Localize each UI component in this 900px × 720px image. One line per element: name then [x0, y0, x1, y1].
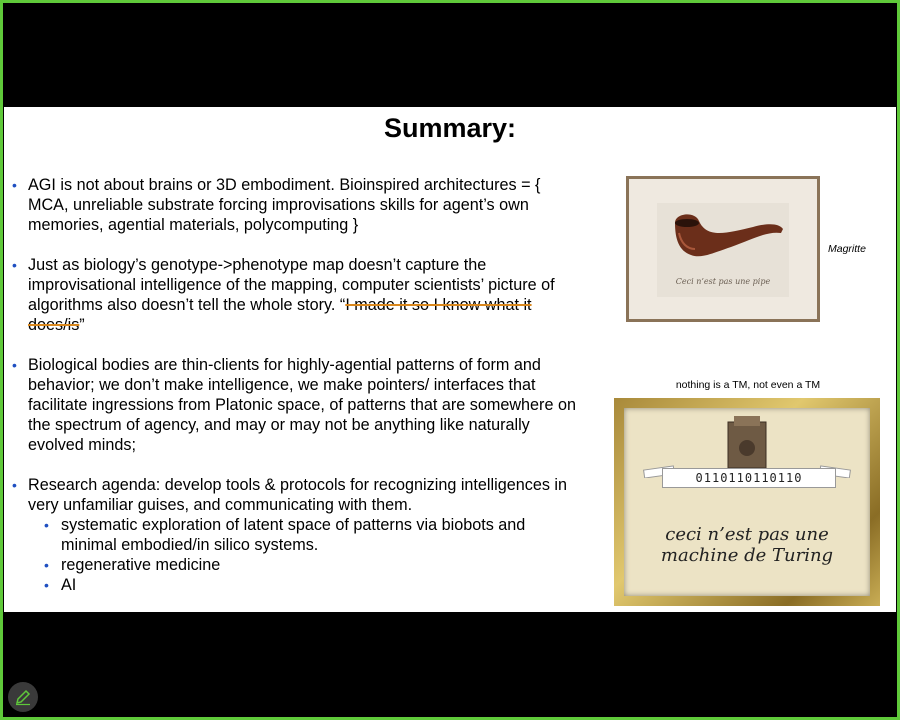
- sub-bullet-text: regenerative medicine: [61, 556, 221, 574]
- bullet-text: Just as biology’s genotype->phenotype map doesn’t capture the improvisational intelligence of the mapping, computer scientists’ picture of algorithms also doesn’t tell the whole story. “: [28, 256, 555, 314]
- turing-machine-painting: [614, 398, 880, 606]
- bullet-text: AGI is not about brains or 3D embodiment. Bioinspired architectures = { MCA, unreliable substrate forcing improvisations skills for agent’s own memories, agential materials, polycomputing }: [28, 176, 541, 234]
- image-caption-tm: nothing is a TM, not even a TM: [675, 379, 821, 391]
- painting-inscription: ceci n’est pas une machine de Turing: [660, 524, 834, 566]
- sub-bullet-text: systematic exploration of latent space of patterns via biobots and minimal embodied/in silico systems.: [61, 516, 526, 554]
- bullet-dot: •: [12, 357, 17, 373]
- sub-bullet-item: [44, 575, 582, 595]
- bullet-dot: •: [44, 577, 49, 593]
- pipe-icon: [657, 203, 789, 273]
- sub-bullet-text: AI: [61, 576, 77, 594]
- bullet-text: Biological bodies are thin-clients for highly-agential patterns of form and behavior; we don’t make intelligence, we make pointers/ interfaces that facilitate ingressions from Platonic space, of patterns that are somewhere on the spectrum of agency, and may or may not be anything like naturally evolved minds;: [28, 356, 576, 454]
- magritte-pipe-painting: [626, 176, 820, 322]
- quote-end: ”: [79, 316, 85, 334]
- struck-quote: I made it so I know what it does/is: [28, 296, 532, 334]
- bullet-list: [12, 175, 582, 612]
- slide: [4, 107, 896, 612]
- bullet-item: [12, 175, 582, 235]
- turing-tape: 0110110110110: [662, 468, 836, 488]
- bullet-item: [12, 355, 582, 455]
- bullet-dot: •: [44, 517, 49, 533]
- pencil-icon[interactable]: [8, 682, 38, 712]
- bullet-text: Research agenda: develop tools & protocols for recognizing intelligences in very unfamiliar guises, and communicating with them.: [28, 476, 568, 514]
- image-caption-magritte: Magritte: [828, 243, 866, 255]
- bullet-dot: •: [44, 557, 49, 573]
- slide-title: Summary:: [383, 113, 517, 143]
- bullet-dot: •: [12, 477, 17, 493]
- sub-bullet-item: [44, 515, 582, 555]
- bullet-item: [12, 475, 582, 595]
- bullet-dot: •: [12, 257, 17, 273]
- bullet-dot: •: [12, 177, 17, 193]
- sub-bullet-item: [44, 555, 582, 575]
- painting-inscription: Ceci n’est pas une pipe: [675, 277, 771, 286]
- bullet-item: [12, 255, 582, 335]
